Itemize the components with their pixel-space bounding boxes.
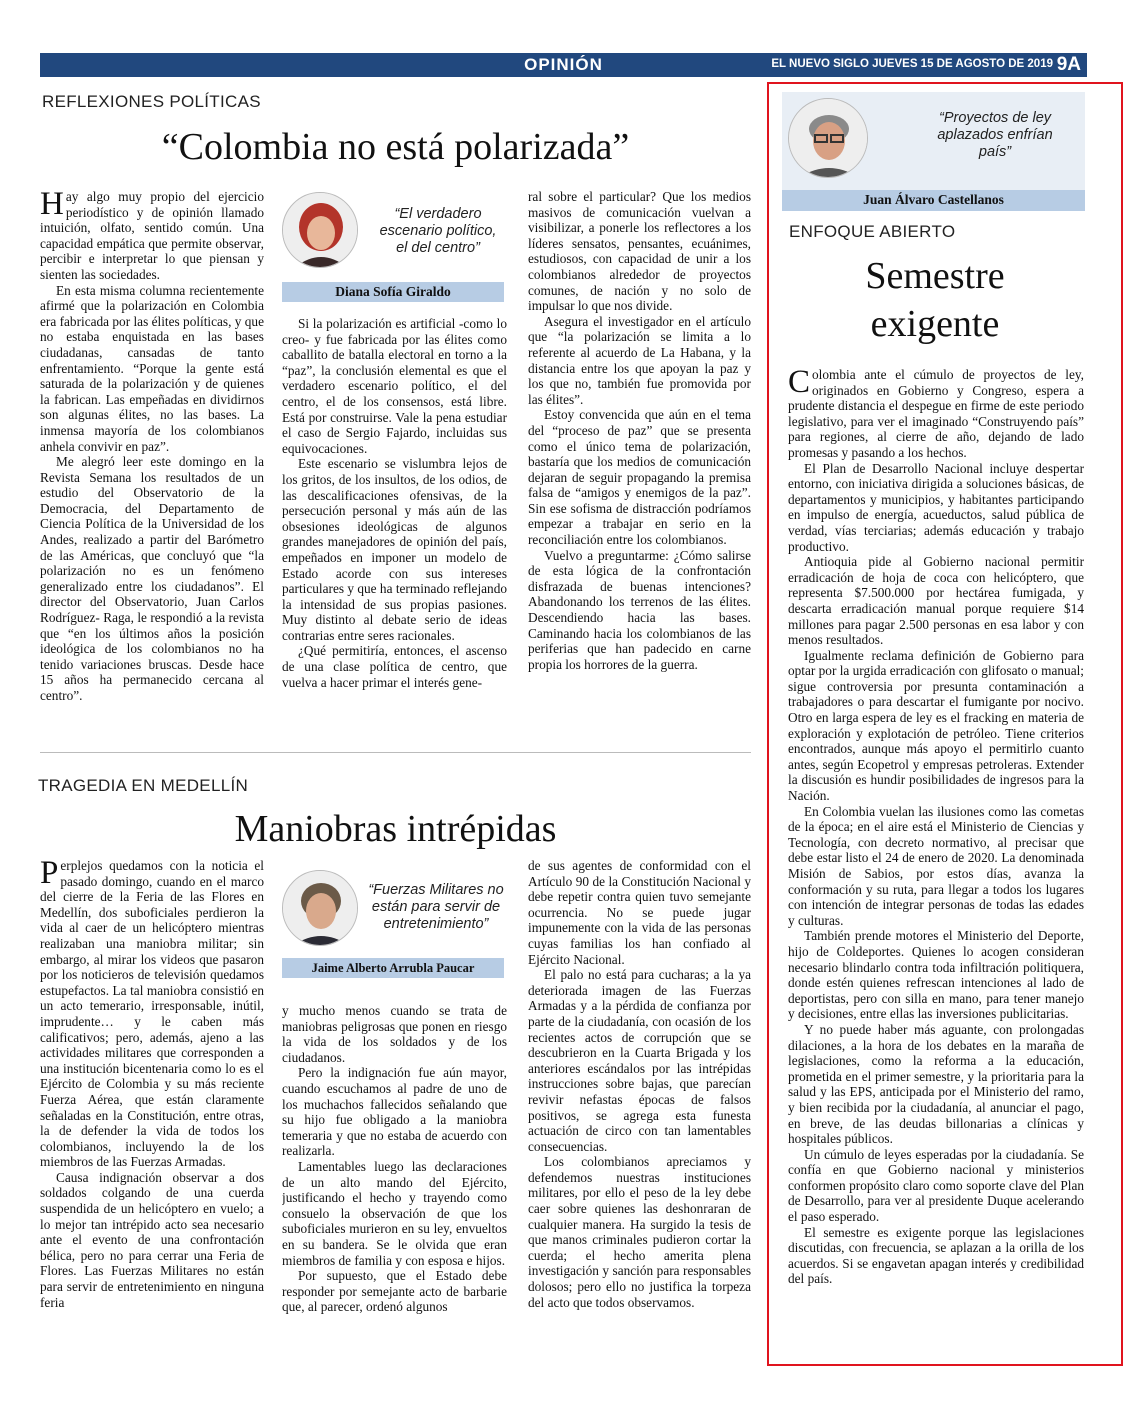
article3-headline-line-1: Semestre <box>865 255 1005 297</box>
section-title: OPINIÓN <box>524 55 603 74</box>
article2-headline: Maniobras intrépidas <box>234 808 557 850</box>
article1-pull-quote: “El verdadero escenario político, el del centro” <box>379 206 497 256</box>
dropcap: P <box>40 858 59 891</box>
article1-kicker: REFLEXIONES POLÍTICAS <box>42 92 261 111</box>
article1-author-box <box>282 190 504 306</box>
article3-author-box <box>782 92 1085 211</box>
dropcap: C <box>788 367 811 400</box>
article2-author-box <box>282 870 504 982</box>
author-photo <box>282 192 358 268</box>
article1-column-2: Si la polarización es artificial -como lo creo- y fue fabricada por las élites como caballito de batalla electoral en torno a la “paz”, la conclusión elemental es que el verdadero escenario político, el del centro, el de los consensos, está libre. Está por construirse. Vale la pena estudiar el caso de Sergio Fajardo, incluidas sus equivocaciones. Este escenario se vislumbra lejos de los gritos, de los insultos, de los odios, de las descalificaciones ofensivas, de la persecución personal y más aún de las obsesiones ideológicas de algunos grandes manejadores de opinión del país, empeñados en imponer un modelo de Estado acorde con sus intereses particulares y que ha terminado reflejando la intensidad de sus propias pasiones. Muy distinto al debate serio de ideas contrarias entre seres racionales. ¿Qué permitiría, entonces, el ascenso de una clase política de centro, que vuelva a hacer primar el interés gene- <box>282 316 507 690</box>
article2-column-3: de sus agentes de conformidad con el Artículo 90 de la Constitución Nacional y debe repetir contra quien tuvo semejante ocurrencia. No se puede jugar impunemente con la vida de las personas cuyas familias los han confiado al Ejército Nacional. El palo no está para cucharas; a la ya deteriorada imagen de las Fuerzas Armadas y a la pérdida de confianza por parte de la ciudadanía, con ocasión de los recientes actos de corrupción que se descubrieron en la Cuarta Brigada y los anteriores escándalos por las intrépidas instrucciones sobre bajas, que parecían revivir nefastas épocas de falsos positivos, se agrega esta funesta actuación de circo con tan lamentables consecuencias. Los colombianos apreciamos y defendemos nuestras instituciones militares, por ello el peso de la ley debe caer sobre quienes las deshonraran de cualquier manera. Ha surgido la tesis de que manos criminales pudieron cortar la cuerda; el hecho amerita plena investigación y sanción para responsables dolosos; pero ello no justifica la torpeza del acto que todos observamos. <box>528 858 751 1310</box>
article1-headline: “Colombia no está polarizada” <box>161 126 630 168</box>
author-photo <box>282 870 358 946</box>
article3-kicker: ENFOQUE ABIERTO <box>789 222 956 241</box>
article2-column-1: Perplejos quedamos con la noticia el pasado domingo, cuando en el marco del cierre de la Feria de las Flores en Medellín, dos suboficiales perdieron la vida al caer de un helicóptero mientras realizaban una maniobra militar; sin embargo, al mirar los videos que pasaron por los noticieros de televisión quedamos estupefactos. La tal maniobra consistió en un acto temerario, irresponsable, inútil, imprudente… y le caben más calificativos; pero, además, ajeno a las actividades militares que corresponden a una institución bicentenaria como lo es el Ejército de Colombia y su más reciente Fuerza Aérea, que están claramente señaladas en la Constitución, entre otras, la de defender la vida de todos los colombianos, incluyendo la de los miembros de las Fuerzas Armadas. Causa indignación observar a dos soldados colgando de una cuerda suspendida de un helicóptero en vuelo; a lo mejor tan intrépido acto sea necesario ante el evento de una confrontación bélica, pero no para cerrar una Feria de Flores. Las Fuerzas Militares no están para servir de entretenimiento en ninguna feria <box>40 858 264 1310</box>
article3-pull-quote: “Proyectos de ley aplazados enfrían país” <box>937 110 1053 160</box>
article1-column-1: Hay algo muy propio del ejercicio periodístico y de opinión llamado intuición, olfato, sentido común. Una capacidad empática que permite observar, percibir e interpretar lo que piensan y sienten las sociedades. En esta misma columna recientemente afirmé que la polarización en Colombia era fabricada por las élites políticas, y que no estaba enquistada en las bases ciudadanas, cansadas de tanto enfrentamiento. “Porque la gente está saturada de la polarización y de quienes la fabrican. Las empeñadas en dividirnos son algunas élites, no las bases. La inmensa mayoría de los colombianos anhela convivir en paz”. Me alegró leer este domingo en la Revista Semana los resultados de un estudio del Observatorio de la Democracia, del Departamento de Ciencia Política de la Universidad de los Andes, realizado a partir del Barómetro de las Américas, que concluyó que “la polarización no es un fenómeno generalizado entre los ciudadanos”. El director del Observatorio, Juan Carlos Rodríguez- Raga, le respondió a la revista que “en los últimos años la posición ideológica de los colombianos no ha tenido variaciones bruscas. Desde hace 15 años ha permanecido cercana al centro”. <box>40 189 264 703</box>
article2-author-name: Jaime Alberto Arrubla Paucar <box>282 958 504 978</box>
article3-headline-line-2: exigente <box>870 303 1000 345</box>
page-number: 9A <box>1056 54 1081 75</box>
section-divider <box>40 752 751 753</box>
article1-column-3: ral sobre el particular? Que los medios masivos de comunicación vuelvan a visibilizar, a ponerle los reflectores a los líderes sensatos, pensantes, ecuánimes, estudiosos, con capacidad de unir a los colombianos alrededor de proyectos comunes, de nación y no solo de impulsar lo que nos divide. Asegura el investigador en el artículo que “la polarización se limita a lo referente al acuerdo de La Habana, y la distancia entre los que apoyan la paz y los que no, también fue promovida por las élites”. Estoy convencida que aún en el tema del “proceso de paz” que se presenta como el único tema de polarización, bastaría que los medios de comunicación dejaran de seguir propagando la premisa falsa de “amigos y enemigos de la paz”. Sin ese sofisma de distracción podríamos empezar a trabajar en serio en la reconciliación entre los colombianos. Vuelvo a preguntarme: ¿Cómo salirse de esta lógica de la confrontación disfrazada de buenas intenciones? Abandonando los terrenos de las élites. Descendiendo hacia las bases. Caminando hacia los colombianos de las periferias que han padecido en carne propia los horrores de la guerra. <box>528 189 751 672</box>
article2-column-2: y mucho menos cuando se trata de maniobras peligrosas que ponen en riesgo la vida de los soldados y de los ciudadanos. Pero la indignación fue aún mayor, cuando escuchamos al padre de uno de los muchachos fallecidos señalando que su hijo fue obligado a la maniobra temeraria y que no estaba de acuerdo con realizarla. Lamentables luego las declaraciones de un alto mando del Ejército, justificando el hecho y trayendo como consuelo la observación de que los suboficiales murieron en su ley, envueltos en su bandera. Se le olvida que eran miembros de familia y con esposa e hijos. Por supuesto, que el Estado debe responder por semejante acto de barbarie que, al parecer, ordenó algunos <box>282 1003 507 1315</box>
dropcap: H <box>40 189 64 222</box>
masthead-date: EL NUEVO SIGLO JUEVES 15 DE AGOSTO DE 2019 <box>771 58 1053 70</box>
author-photo <box>788 98 868 178</box>
section-header-bar <box>40 53 1087 77</box>
article3-body: Colombia ante el cúmulo de proyectos de ley, originados en Gobierno y Congreso, espera a prudente distancia el despegue en firme de este periodo legislativo, para ver el imaginado “Construyendo país” para regiones, al cierre de año, dejando de lado promesas y pasando a los hechos. El Plan de Desarrollo Nacional incluye despertar entorno, con iniciativa dirigida a soluciones básicas, de departamentos y municipios, y habitantes participando en impulso de energía, acueductos, salud pública de verdad, vías terciarias; además educación y trabajo productivo. Antioquia pide al Gobierno nacional permitir erradicación de hoja de coca con helicóptero, que representa $7.500.000 por hectárea fumigada, y descarta erradicación manual porque requiere $14 millones para pagar 2.500 personas en esa labor y con menos resultados. Igualmente reclama definición de Gobierno para optar por la urgida erradicación con glifosato o manual; sigue controversia por presunta contaminación a trabajadores o para descartar el fumigante por nocivo. Otro en larga espera de ley es el fracking en materia de exploración y explotación de petróleo. Tiene criterios encontrados, aunque más apoyo el permitirlo cuanto antes, según Ecopetrol y empresas petroleras. Extender la discusión es hundir posibilidades de ingresos para la Nación. En Colombia vuelan las ilusiones como las cometas de la época; en el aire está el Ministerio de Ciencias y Tecnología, con decreto normativo, al precisar que debe estar listo el 24 de enero de 2020. La denominada Misión de Sabios, por estos días, avanza la conformación y su ruta, para llegar a todos los lugares con intención de integrar personas de todas las edades y culturas. También prende motores el Ministerio del Deporte, hijo de Coldeportes. Quienes lo acogen consideran necesario blindarlo contra toda infiltración politiquera, donde estén quienes refrescan intenciones al lado de deportistas, pero con silla en mano, para tener manejo y decisiones, entre ellas las inversiones publicitarias. Y no puede haber más aguante, con prolongadas dilaciones, a la hora de los debates en la maraña de legislaciones, como la reforma a la educación, prometida en el primer semestre, y la prioritaria para la salud y las EPS, anticipada por el Ministerio del ramo, y bien recibida por la ciudadanía, al anunciar el pago, en breve, de las deudas billonarias a clínicas y hospitales públicos. Un cúmulo de leyes esperadas por la ciudadanía. Se confía en que Gobierno nacional y ministerios conformen propósito claro como soporte clave del Plan de Desarrollo, para ver al presidente Duque acelerando el paso esperado. El semestre es exigente porque las legislaciones discutidas, con frecuencia, se aplazan a la orilla de los acuerdos. Si se engavetan apagan interés y credibilidad del país. <box>788 367 1084 1287</box>
article2-pull-quote: “Fuerzas Militares no están para servir de entretenimiento” <box>368 882 504 932</box>
article2-kicker: TRAGEDIA EN MEDELLÍN <box>38 776 249 795</box>
article3-author-name: Juan Álvaro Castellanos <box>782 190 1085 211</box>
article1-author-name: Diana Sofía Giraldo <box>282 282 504 302</box>
